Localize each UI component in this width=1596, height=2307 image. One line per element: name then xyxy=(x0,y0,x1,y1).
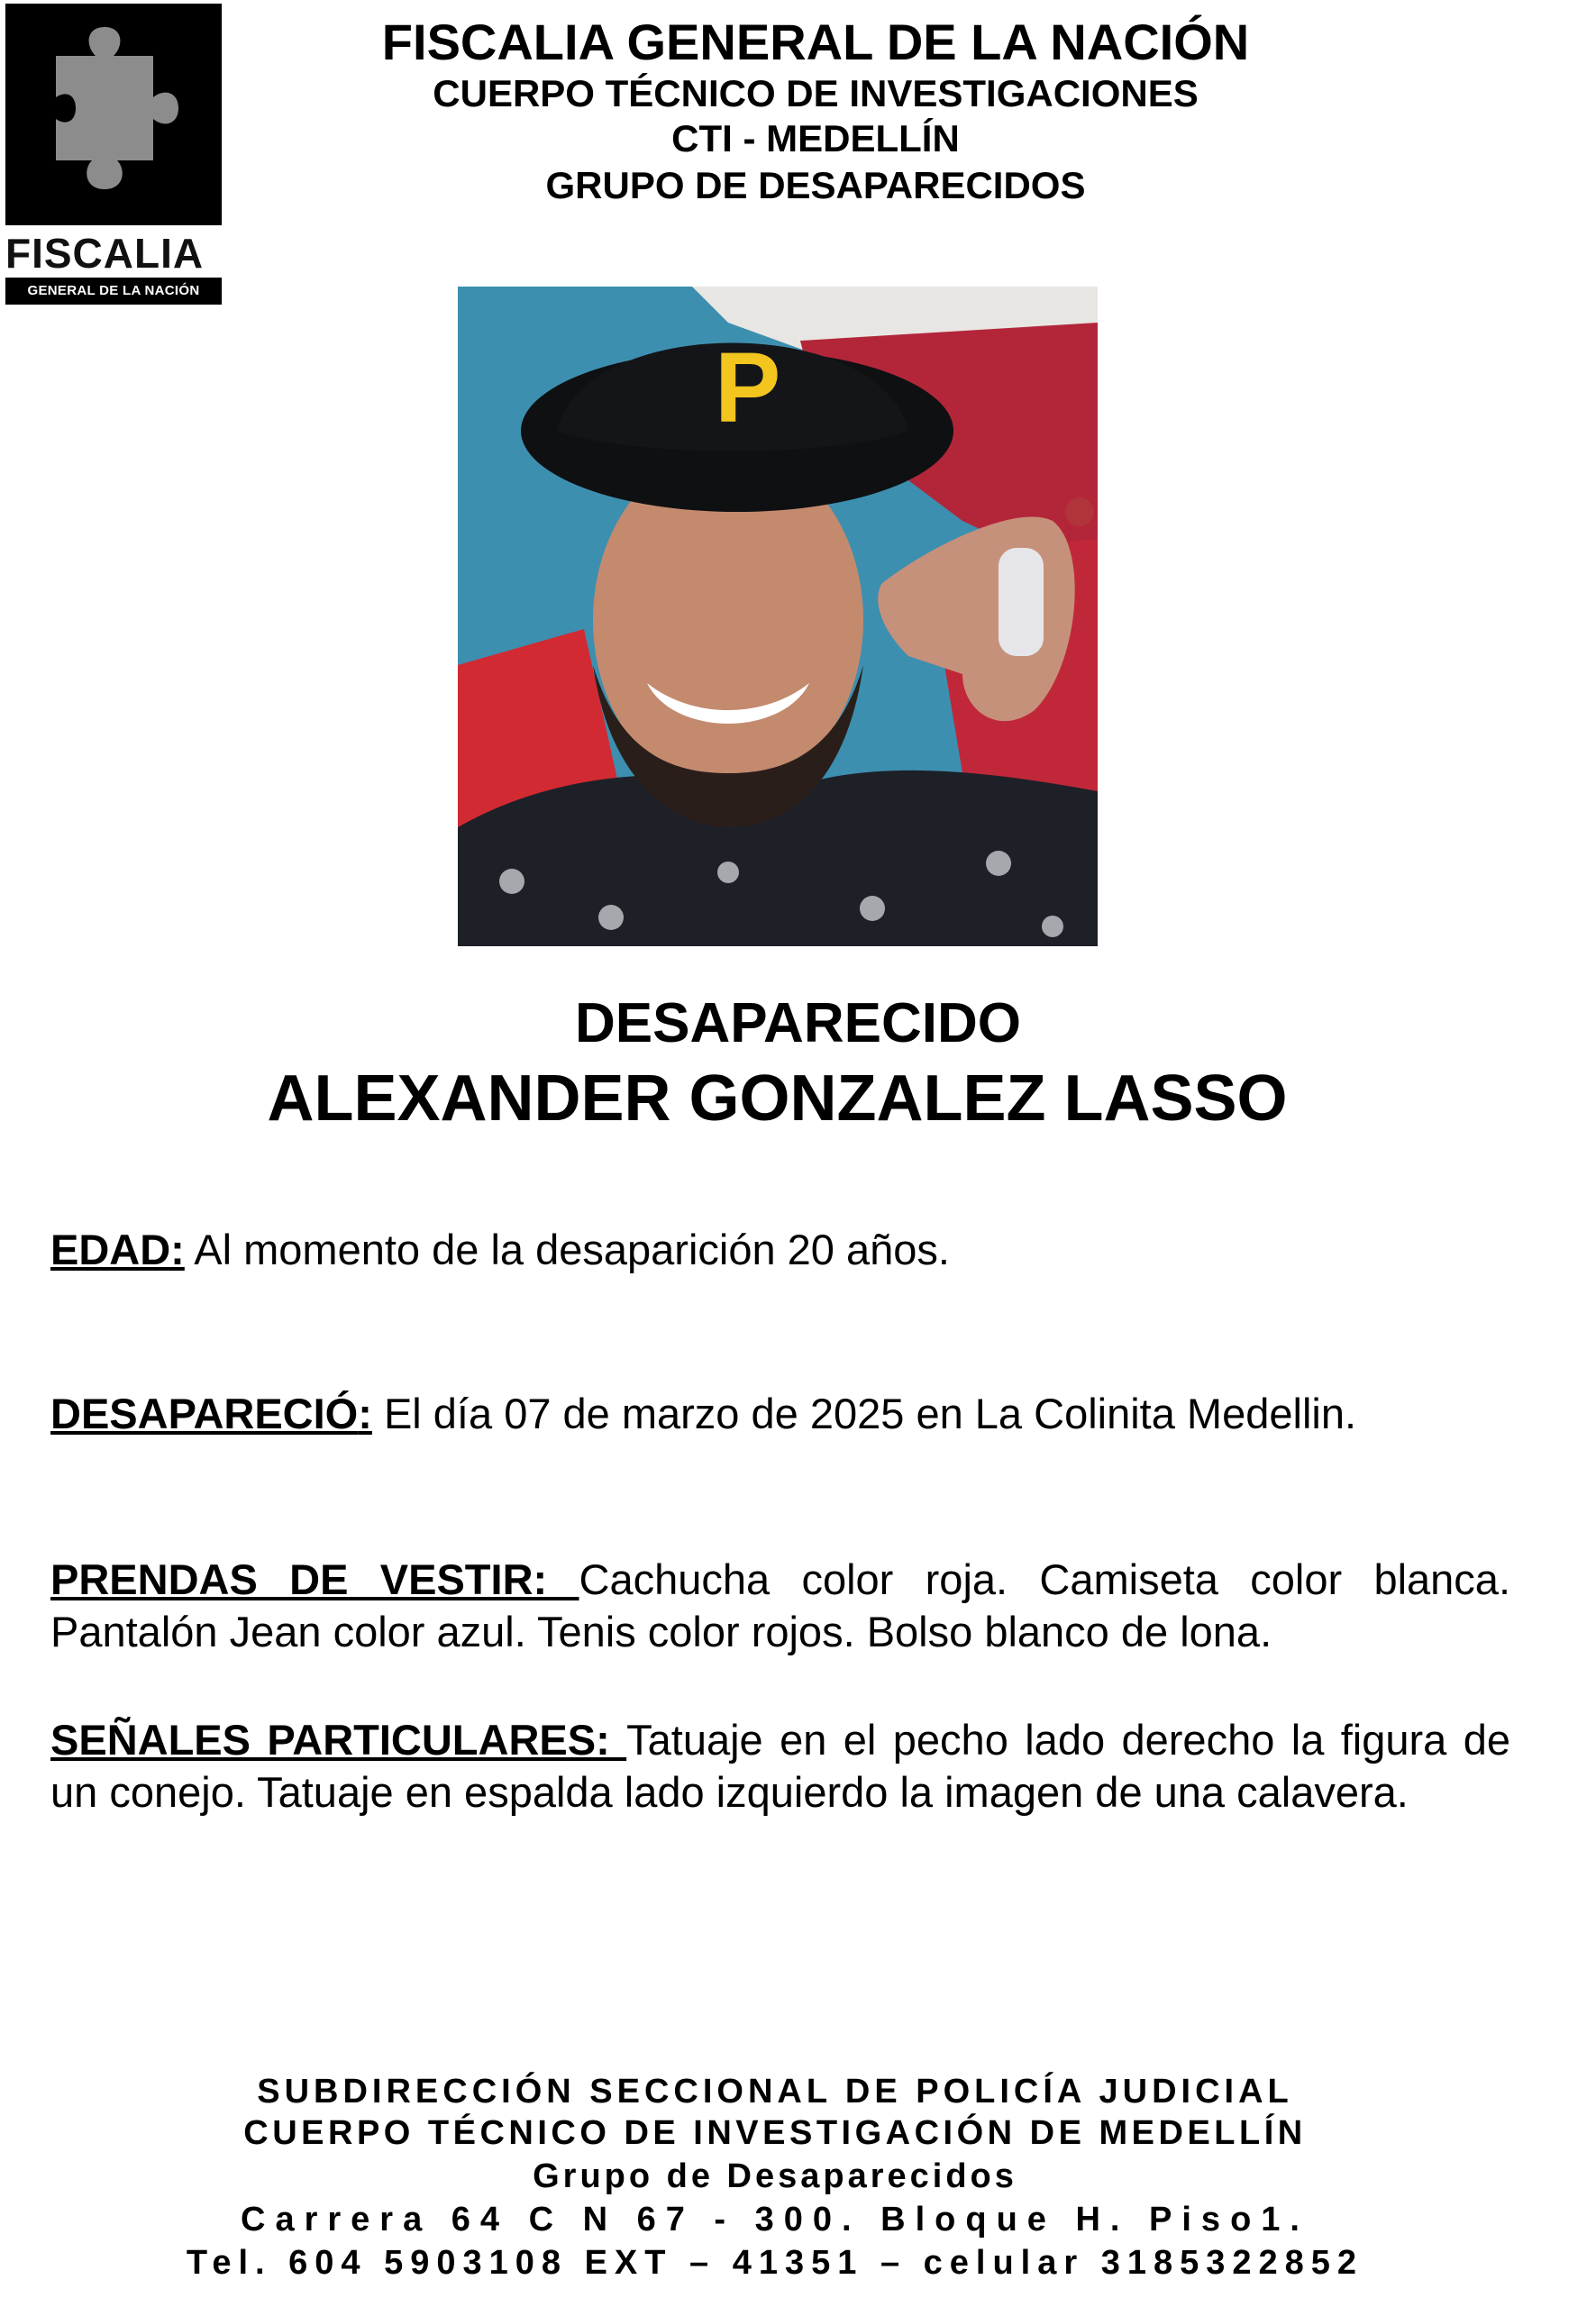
marks-text: Tatuaje en el pecho lado derecho la figura de un conejo. Tatuaje en espalda lado izquierdo la imagen de una calavera. xyxy=(50,1716,1510,1816)
disappearance-paragraph xyxy=(50,1388,1510,1440)
person-name: ALEXANDER GONZALEZ LASSO xyxy=(267,1062,1288,1135)
age-paragraph xyxy=(50,1224,1510,1276)
disappearance-label: DESAPARECIÓ xyxy=(50,1390,359,1437)
logo-black-block xyxy=(5,4,222,225)
puzzle-piece-icon xyxy=(45,23,180,204)
header-city: CTI - MEDELLÍN xyxy=(671,117,960,160)
fiscalia-logo xyxy=(5,4,222,305)
clothing-text: Cachucha color roja. Camiseta color blanca. Pantalón Jean color azul. Tenis color rojos. Bolso blanco de lona. xyxy=(50,1555,1511,1655)
footer-subdirection: SUBDIRECCIÓN SECCIONAL DE POLICÍA JUDICIAL xyxy=(257,2073,1293,2111)
footer-group: Grupo de Desaparecidos xyxy=(533,2157,1017,2195)
header-institution: FISCALIA GENERAL DE LA NACIÓN xyxy=(381,14,1250,70)
logo-subtext: GENERAL DE LA NACIÓN xyxy=(5,278,222,305)
clothing-paragraph xyxy=(50,1554,1510,1658)
status-heading: DESAPARECIDO xyxy=(575,992,1021,1054)
disappearance-colon: : xyxy=(358,1390,372,1437)
footer-address: Carrera 64 C N 67 - 300. Bloque H. Piso1. xyxy=(241,2201,1309,2239)
footer-phone: Tel. 604 5903108 EXT – 41351 – celular 3185322852 xyxy=(186,2244,1364,2282)
marks-label: SEÑALES PARTICULARES: xyxy=(50,1716,627,1764)
age-text: Al momento de la desaparición 20 años. xyxy=(184,1226,950,1273)
clothing-label: PRENDAS DE VESTIR: xyxy=(50,1555,579,1603)
age-label: EDAD: xyxy=(50,1226,185,1273)
svg-text:P: P xyxy=(715,333,781,443)
logo-wordmark: FISCALIA xyxy=(5,230,205,277)
header-group: GRUPO DE DESAPARECIDOS xyxy=(545,164,1086,206)
disappearance-text: El día 07 de marzo de 2025 en La Colinita Medellin. xyxy=(371,1390,1357,1437)
missing-person-photo xyxy=(458,287,1098,946)
header-cti: CUERPO TÉCNICO DE INVESTIGACIONES xyxy=(433,72,1199,114)
marks-paragraph xyxy=(50,1714,1510,1819)
footer-cti: CUERPO TÉCNICO DE INVESTIGACIÓN DE MEDELLÍN xyxy=(243,2114,1307,2152)
